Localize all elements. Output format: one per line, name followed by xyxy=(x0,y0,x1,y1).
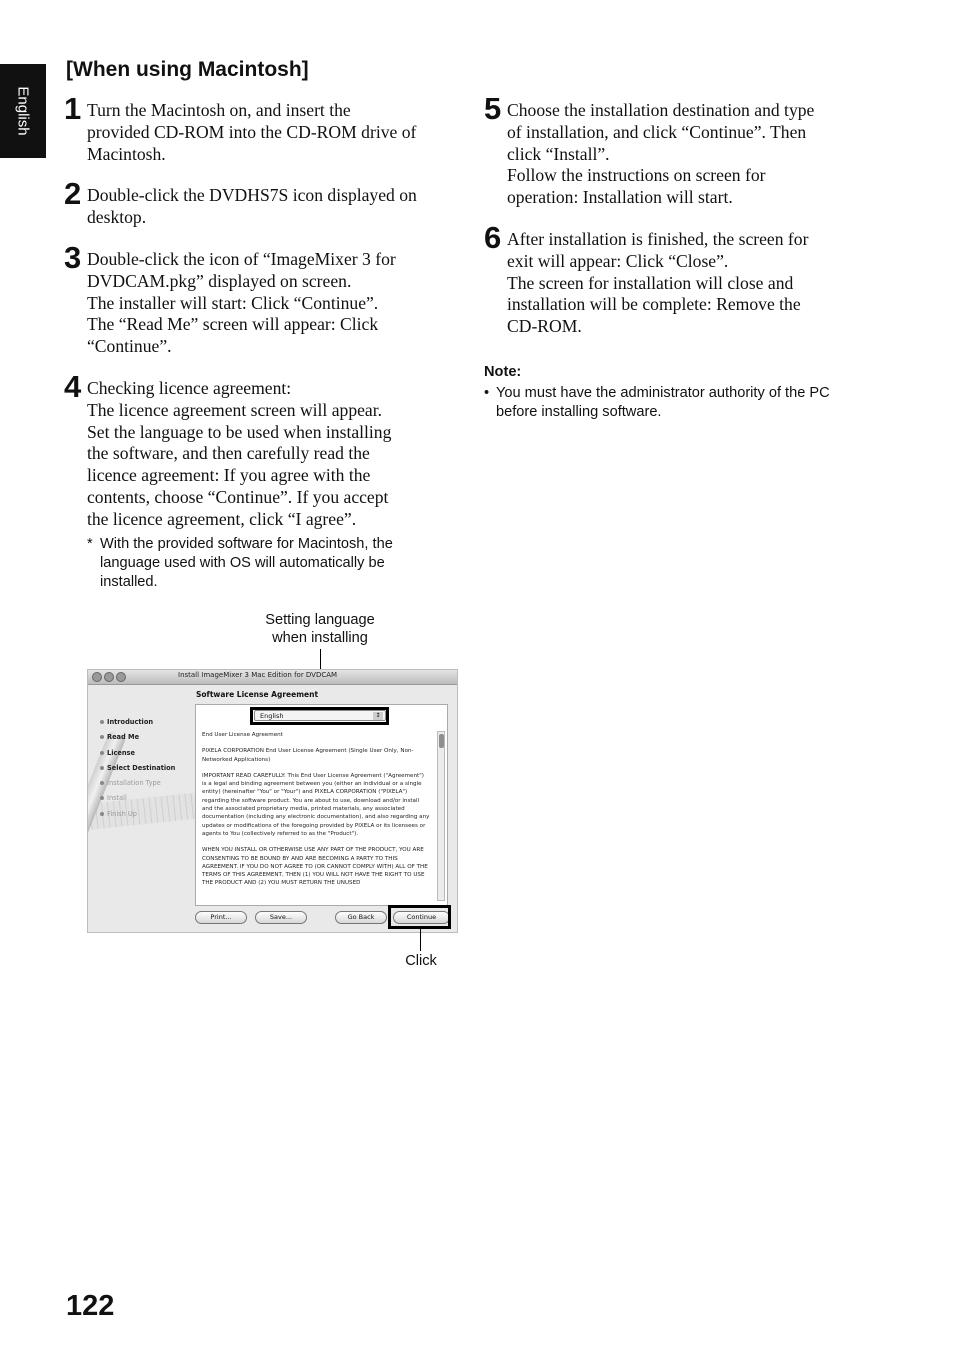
asterisk-mark: * xyxy=(87,535,93,552)
step-line: “Continue”. xyxy=(87,336,172,357)
callout-click-line xyxy=(420,929,421,951)
sidebar-item-label: Install xyxy=(107,794,127,803)
right-column xyxy=(484,91,876,422)
note-line: With the provided software for Macintosh, the xyxy=(100,535,393,552)
continue-highlight-box xyxy=(388,905,451,929)
window-titlebar xyxy=(88,670,457,685)
sidebar-item-read-me xyxy=(100,733,175,748)
close-icon[interactable] xyxy=(92,672,102,682)
panel-title: Software License Agreement xyxy=(196,690,319,699)
step-5 xyxy=(484,91,876,209)
note-line: before installing software. xyxy=(496,403,662,420)
step-text xyxy=(87,378,460,531)
note-item xyxy=(484,384,876,422)
step-text xyxy=(87,249,460,358)
note-line: language used with OS will automatically be xyxy=(100,554,385,571)
step-line: Follow the instructions on screen for xyxy=(507,165,766,186)
step-line: Double-click the icon of “ImageMixer 3 for xyxy=(87,248,396,269)
step-line: The installer will start: Click “Continue”. xyxy=(87,292,379,313)
step-number: 3 xyxy=(64,239,82,275)
step-6 xyxy=(484,219,876,338)
sidebar-item-introduction xyxy=(100,718,175,733)
save-button[interactable]: Save... xyxy=(255,911,307,924)
step-4 xyxy=(64,368,460,592)
step-text xyxy=(87,185,460,229)
print-button[interactable]: Print... xyxy=(195,911,247,924)
callout-language xyxy=(248,611,392,647)
step-3 xyxy=(64,239,460,358)
left-column xyxy=(64,91,460,612)
step-dot-icon xyxy=(100,735,104,739)
callout-line: Setting language xyxy=(265,612,375,628)
step-line: DVDCAM.pkg” displayed on screen. xyxy=(87,270,352,291)
step-line: The screen for installation will close and xyxy=(507,272,794,293)
language-tab xyxy=(0,64,46,158)
note-heading: Note: xyxy=(484,363,522,380)
step-line: Double-click the DVDHS7S icon displayed on xyxy=(87,185,417,206)
step-line: Macintosh. xyxy=(87,143,166,164)
zoom-icon[interactable] xyxy=(116,672,126,682)
license-paragraph: PIXELA CORPORATION End User License Agreement (Single User Only, Non-Networked Applications) xyxy=(202,748,414,763)
continue-button[interactable]: Continue xyxy=(393,911,450,924)
language-select-value: English xyxy=(260,712,284,720)
sidebar-item-label: Finish Up xyxy=(107,809,137,818)
step-text xyxy=(507,229,876,338)
minimize-icon[interactable] xyxy=(104,672,114,682)
step-line: exit will appear: Click “Close”. xyxy=(507,250,729,271)
license-panel xyxy=(195,704,448,906)
step-number: 2 xyxy=(64,176,82,212)
callout-line: when installing xyxy=(272,630,368,646)
sidebar-item-label: Installation Type xyxy=(107,779,161,788)
go-back-button[interactable]: Go Back xyxy=(335,911,387,924)
sidebar-item-label: License xyxy=(107,748,135,757)
sidebar-item-label: Read Me xyxy=(107,733,140,742)
step-line: of installation, and click “Continue”. Then xyxy=(507,121,807,142)
step-number: 5 xyxy=(484,91,502,126)
step-line: The licence agreement screen will appear. xyxy=(87,399,383,420)
step-line: Set the language to be used when installing xyxy=(87,421,392,442)
step-dot-icon xyxy=(100,796,104,800)
step-line: Turn the Macintosh on, and insert the xyxy=(87,100,351,120)
license-paragraph: End User License Agreement xyxy=(202,732,283,738)
step-text xyxy=(507,100,876,209)
license-text[interactable] xyxy=(202,731,430,901)
bullet: • xyxy=(484,384,490,401)
sidebar-item-label: Select Destination xyxy=(107,763,176,772)
installer-steps-list xyxy=(100,718,175,825)
step-line: click “Install”. xyxy=(507,143,610,164)
sidebar-item-install xyxy=(100,794,175,809)
note-line: installed. xyxy=(100,573,158,590)
sidebar-item-finish-up xyxy=(100,810,175,825)
step-line: licence agreement: If you agree with the xyxy=(87,465,371,486)
step-line: CD-ROM. xyxy=(507,316,582,337)
step-line: desktop. xyxy=(87,207,147,228)
window-title: Install ImageMixer 3 Mac Edition for DVDCAM xyxy=(178,671,338,679)
sidebar-item-select-destination xyxy=(100,764,175,779)
step-line: provided CD-ROM into the CD-ROM drive of xyxy=(87,121,417,142)
section-title: [When using Macintosh] xyxy=(66,58,309,81)
sidebar-item-installation-type xyxy=(100,779,175,794)
step-line: Choose the installation destination and type xyxy=(507,100,815,120)
sidebar-item-license xyxy=(100,749,175,764)
step-line: Checking licence agreement: xyxy=(87,377,292,398)
step-line: the licence agreement, click “I agree”. xyxy=(87,508,357,529)
step-line: operation: Installation will start. xyxy=(507,187,733,208)
step-line: After installation is finished, the screen for xyxy=(507,228,809,249)
step-dot-icon xyxy=(100,751,104,755)
chevron-updown-icon: ↕ xyxy=(373,712,383,720)
step-dot-icon xyxy=(100,766,104,770)
license-scrollbar[interactable] xyxy=(437,731,445,901)
step-line: installation will be complete: Remove the xyxy=(507,294,801,315)
step-number: 6 xyxy=(484,219,502,255)
step-text xyxy=(87,100,460,165)
callout-click: Click xyxy=(405,953,437,969)
scrollbar-thumb[interactable] xyxy=(439,734,444,748)
step-number: 4 xyxy=(64,368,82,404)
note-line: You must have the administrator authority of the PC xyxy=(496,384,830,401)
step-dot-icon xyxy=(100,781,104,785)
language-highlight-box xyxy=(250,707,389,725)
page-number: 122 xyxy=(66,1290,115,1322)
asterisk-note xyxy=(87,535,460,592)
license-paragraph: IMPORTANT READ CAREFULLY: This End User License Agreement ("Agreement") is a legal and binding agreement between you (either an individual or a single entity) (hereinafter "You" or "Your") and PIXELA CORPORATION ("PIXELA") regarding the software product. You are about to use, download and/or install and the associated proprietary media, printed materials, any associated documentation (including any electronic documentation), and also regarding any updates or modifications of the foregoing provided by PIXELA or its licensees or agents to You (collectively referred to as the "Product"). xyxy=(202,772,430,837)
step-dot-icon xyxy=(100,812,104,816)
step-2 xyxy=(64,176,460,229)
step-line: the software, and then carefully read the xyxy=(87,443,370,464)
step-line: contents, choose “Continue”. If you accept xyxy=(87,486,389,507)
step-number: 1 xyxy=(64,91,82,126)
step-1 xyxy=(64,91,460,165)
sidebar-item-label: Introduction xyxy=(107,718,154,726)
step-line: The “Read Me” screen will appear: Click xyxy=(87,314,379,335)
license-paragraph: WHEN YOU INSTALL OR OTHERWISE USE ANY PART OF THE PRODUCT, YOU ARE CONSENTING TO BE BOUND BY AND ARE BECOMING A PARTY TO THIS AGREEMENT. IF YOU DO NOT AGREE TO (OR CANNOT COMPLY WITH) ALL OF THE TERMS OF THIS AGREEMENT, THEN (1) YOU WILL NOT HAVE THE RIGHT TO USE THE PRODUCT AND (2) YOU MUST RETURN THE UNUSED xyxy=(202,847,428,887)
step-dot-icon xyxy=(100,720,104,724)
language-tab-label: English xyxy=(14,86,32,136)
